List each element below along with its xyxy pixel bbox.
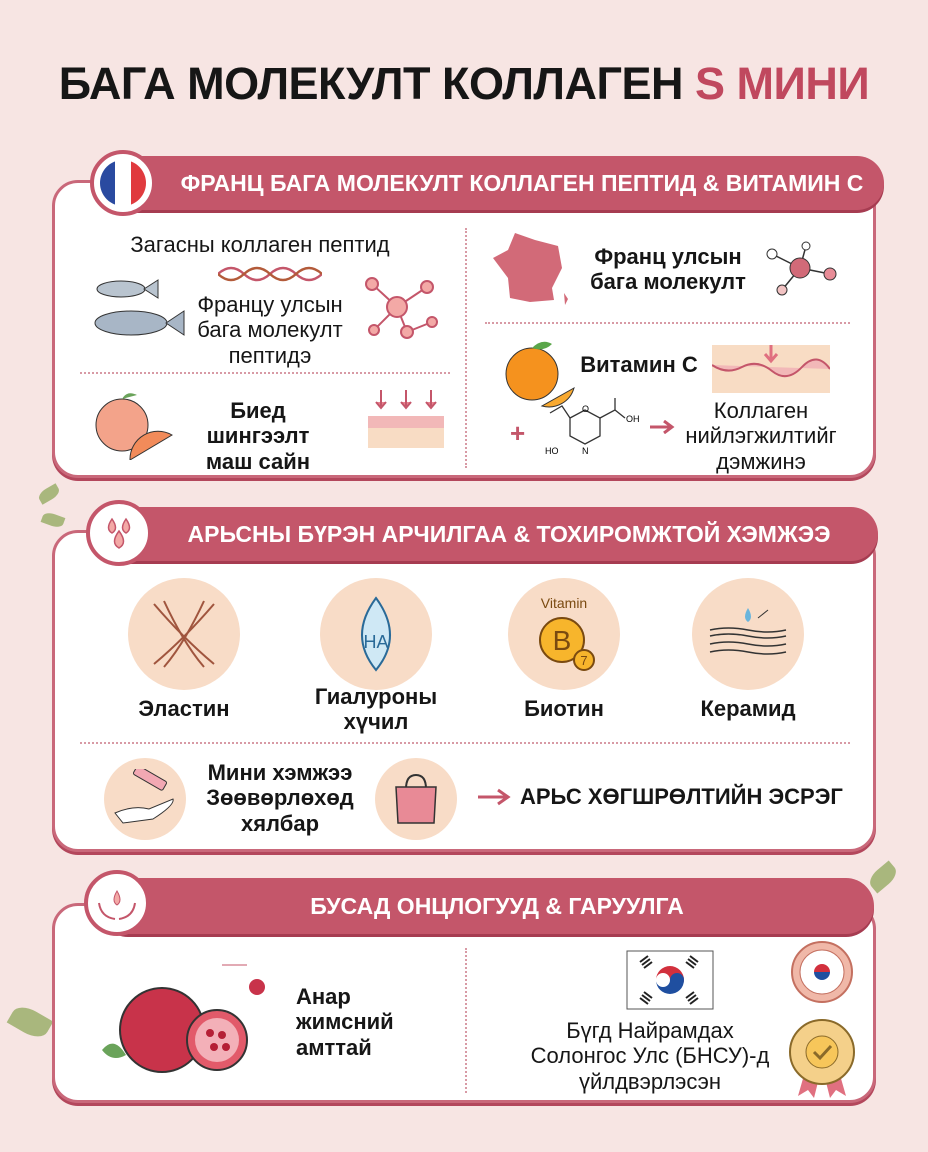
elastin-label: Эластин <box>138 696 230 721</box>
ceramide-label: Керамид <box>700 696 796 721</box>
bag-icon <box>375 758 457 840</box>
hyaluronic-acid-label: Гиалуроны хүчил <box>314 684 438 735</box>
pomegranate-icon <box>92 955 272 1085</box>
droplets-icon <box>86 500 152 566</box>
fish-collagen-desc: Францу улсын бага молекулт пептидэ <box>197 292 343 368</box>
chem-ho-label: HO <box>545 446 559 456</box>
absorption-text: Биед шингээлт маш сайн <box>205 398 311 474</box>
korea-flag-icon <box>626 950 714 1010</box>
section-header: АРЬСНЫ БҮРЭН АРЧИЛГАА & ТОХИРОМЖТОЙ ХЭМЖЭЭ <box>100 507 878 561</box>
biotin-label: Биотин <box>524 696 604 721</box>
molecule-icon <box>362 272 442 344</box>
ha-label: HA <box>363 632 389 652</box>
divider <box>465 948 467 1093</box>
chem-o-label: O <box>582 404 590 414</box>
vitamin-arc-label: Vitamin <box>540 595 588 611</box>
section-header: БУСАД ОНЦЛОГУУД & ГАРУУЛГА <box>100 878 874 934</box>
chem-oh-label: OH <box>626 414 640 424</box>
divider <box>465 228 467 468</box>
vitamin-c-label: Витамин С <box>580 352 698 377</box>
arrow-right-icon <box>478 788 514 806</box>
leaf-icon <box>41 511 66 530</box>
b-label: B <box>552 625 572 656</box>
anti-aging-text: АРЬС ХӨГШРӨЛТИЙН ЭСРЭГ <box>520 784 843 809</box>
fish-icon <box>86 275 186 345</box>
chem-n-label: N <box>582 446 589 456</box>
divider <box>485 322 850 324</box>
vitamin-c-desc: Коллаген нийлэгжилтийг дэмжинэ <box>685 398 837 474</box>
hand-stick-icon <box>104 758 186 840</box>
dna-icon <box>218 262 322 286</box>
leaf-icon <box>866 860 901 893</box>
leaf-icon <box>36 483 61 504</box>
vitamin-c-structure-icon <box>540 398 650 460</box>
made-in-korea-seal-icon <box>786 1018 858 1098</box>
france-map-icon <box>490 228 570 308</box>
section-header: ФРАНЦ БАГА МОЛЕКУЛТ КОЛЛАГЕН ПЕПТИД & ВИТАМИН С <box>100 156 884 210</box>
divider <box>80 372 450 374</box>
made-in-korea-text: Бүгд Найрамдах Солонгос Улс (БНСУ)-д үйлдвэрлэсэн <box>530 1018 770 1094</box>
biotin-icon <box>508 578 620 690</box>
molecule-icon <box>764 240 838 300</box>
french-flag-icon <box>90 150 156 216</box>
skin-absorption-icon <box>366 388 446 458</box>
fish-collagen-title: Загасны коллаген пептид <box>130 232 390 257</box>
hyaluronic-acid-icon <box>320 578 432 690</box>
france-low-molecular: Франц улсын бага молекулт <box>590 244 746 295</box>
plus-icon: + <box>510 418 526 448</box>
pomegranate-flavor-text: Анар жимсний амттай <box>296 984 394 1060</box>
hands-drop-icon <box>84 870 150 936</box>
leaf-icon <box>7 1002 54 1043</box>
divider <box>80 742 850 744</box>
arrow-right-icon <box>650 420 678 434</box>
seven-label: 7 <box>580 653 588 668</box>
elastin-icon <box>128 578 240 690</box>
grapefruit-icon <box>92 390 176 460</box>
skin-collagen-icon <box>712 345 830 393</box>
korea-seal-icon <box>790 940 854 1004</box>
page-title: БАГА МОЛЕКУЛТ КОЛЛАГЕН S МИНИ <box>58 58 870 109</box>
mini-size-text: Мини хэмжээ Зөөвөрлөхөд хялбар <box>206 760 354 836</box>
ceramide-icon <box>692 578 804 690</box>
